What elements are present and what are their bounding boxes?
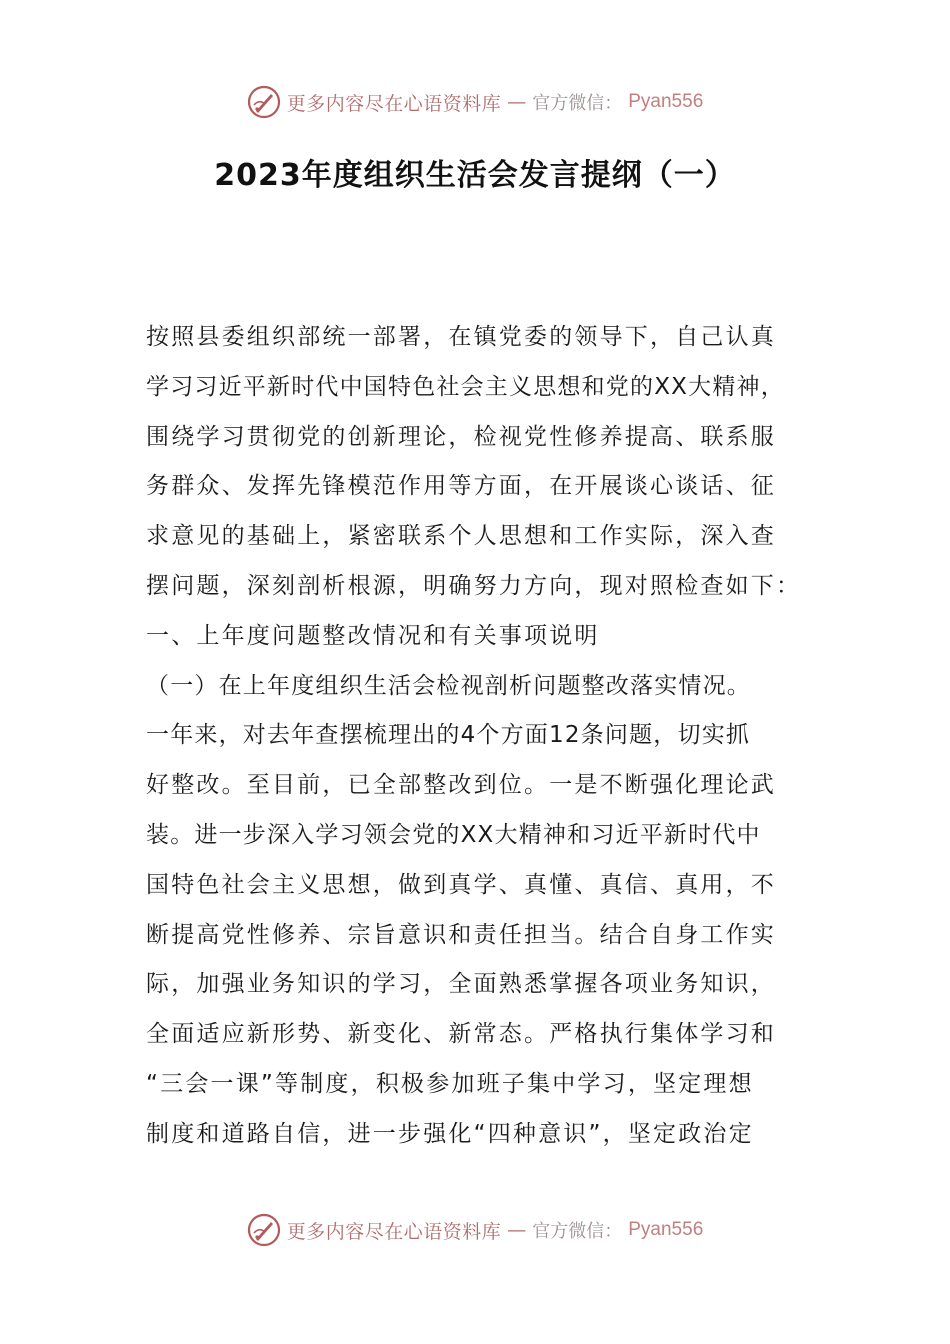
document-body — [146, 313, 814, 1160]
watermark-site-text: 更多内容尽在心语资料库 — [286, 92, 502, 115]
body-line: 务群众、发挥先锋模范作用等方面，在开展谈心谈话、征 — [146, 473, 776, 500]
body-line: 际，加强业务知识的学习，全面熟悉掌握各项业务知识， — [146, 971, 776, 998]
quill-logo-icon — [247, 85, 281, 119]
body-line: “三会一课”等制度，积极参加班子集中学习，坚定理想 — [146, 1070, 754, 1097]
watermark-wechat-id: Pyan556 — [628, 1219, 704, 1240]
body-line: 国特色社会主义思想，做到真学、真懂、真信、真用，不 — [146, 871, 776, 898]
body-line: 断提高党性修养、宗旨意识和责任担当。结合自身工作实 — [146, 921, 776, 948]
body-line: 围绕学习贯彻党的创新理论，检视党性修养提高、联系服 — [146, 423, 776, 450]
quill-logo-icon — [247, 1213, 281, 1247]
watermark-wechat-id: Pyan556 — [628, 91, 704, 112]
body-line: 装。进一步深入学习领会党的XX大精神和习近平新时代中 — [146, 821, 761, 848]
watermark-label: 官方微信： — [532, 1221, 623, 1242]
watermark-label: 官方微信： — [532, 93, 623, 114]
watermark-dash: — — [507, 91, 527, 113]
section-heading: 一、上年度问题整改情况和有关事项说明 — [146, 622, 600, 649]
body-line: 一年来，对去年查摆梳理出的4个方面12条问题，切实抓 — [146, 722, 751, 749]
subsection-heading: （一）在上年度组织生活会检视剖析问题整改落实情况。 — [146, 672, 751, 699]
body-line: 好整改。至目前，已全部整改到位。一是不断强化理论武 — [146, 772, 776, 799]
header-watermark — [0, 82, 950, 122]
watermark-dash: — — [507, 1219, 527, 1241]
page-title: 2023年度组织生活会发言提纲（一） — [214, 158, 736, 193]
watermark-site-text: 更多内容尽在心语资料库 — [286, 1220, 502, 1243]
body-line: 求意见的基础上，紧密联系个人思想和工作实际，深入查 — [146, 523, 776, 550]
body-line: 制度和道路自信，进一步强化“四种意识”，坚定政治定 — [146, 1120, 754, 1147]
body-line: 按照县委组织部统一部署，在镇党委的领导下，自己认真 — [146, 324, 776, 350]
body-line: 摆问题，深刻剖析根源，明确努力方向，现对照检查如下： — [146, 572, 802, 599]
body-line: 全面适应新形势、新变化、新常态。严格执行集体学习和 — [146, 1021, 776, 1048]
body-line: 学习习近平新时代中国特色社会主义思想和党的XX大精神， — [146, 373, 785, 400]
footer-watermark — [0, 1210, 950, 1250]
